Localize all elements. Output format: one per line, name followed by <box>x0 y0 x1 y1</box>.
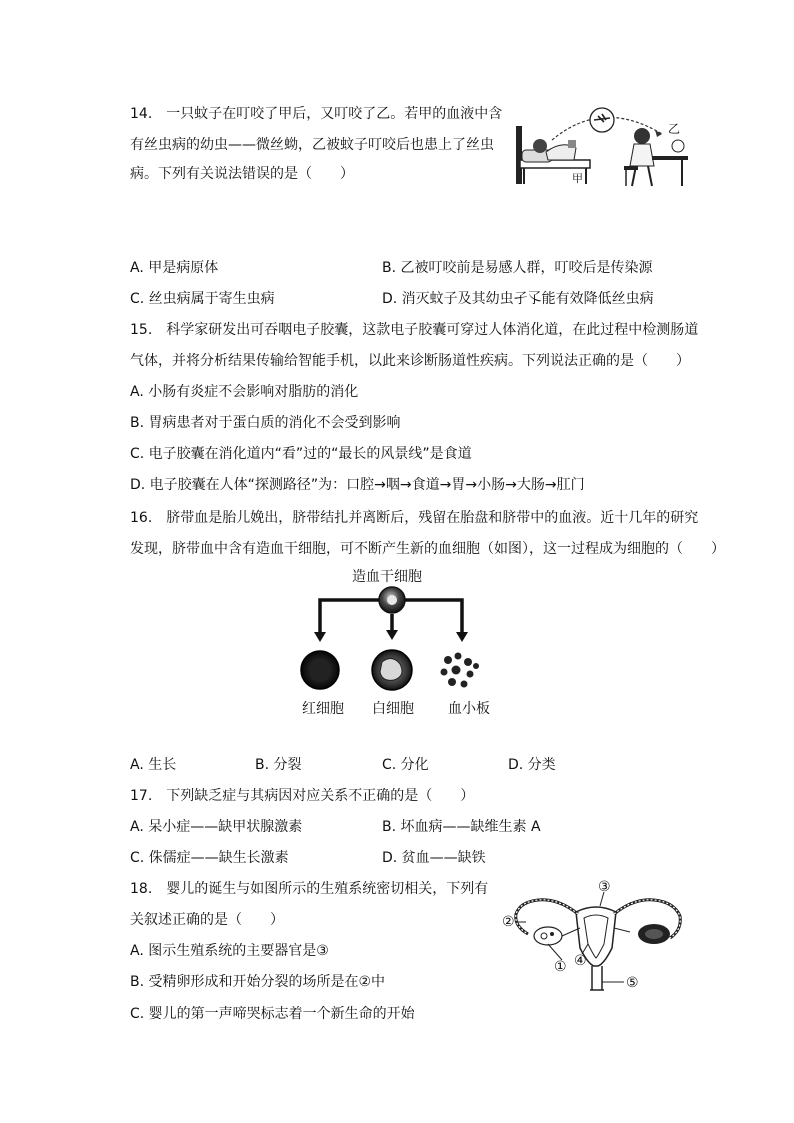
q14-figure-label-jia: 甲 <box>572 172 583 185</box>
q17-line-1: 17. 下列缺乏症与其病因对应关系不正确的是（ ） <box>130 788 475 804</box>
q18-line-2: 关叙述正确的是（ ） <box>130 912 284 928</box>
platelets-icon <box>441 653 480 688</box>
q16-option-d[interactable]: D. 分类 <box>508 757 556 773</box>
q17-option-b[interactable]: B. 坏血病——缺维生素 A <box>382 819 541 835</box>
q14-option-a[interactable]: A. 甲是病原体 <box>130 260 219 276</box>
marker-2: ② <box>502 914 515 930</box>
q15-option-b[interactable]: B. 胃病患者对于蛋白质的消化不会受到影响 <box>130 415 401 431</box>
stem-cell-diagram <box>296 584 486 694</box>
q18-option-c[interactable]: C. 婴儿的第一声啼哭标志着一个新生命的开始 <box>130 1006 415 1022</box>
q16-line-1: 16. 脐带血是胎儿娩出，脐带结扎并离断后，残留在胎盘和脐带中的血液。近十几年的研究 <box>130 510 699 526</box>
red-blood-cell-label: 红细胞 <box>302 701 344 717</box>
q14-line-3: 病。下列有关说法错误的是（ ） <box>130 166 354 182</box>
q16-option-a[interactable]: A. 生长 <box>130 757 177 773</box>
stem-cell-label: 造血干细胞 <box>352 569 422 585</box>
white-blood-cell-label: 白细胞 <box>372 701 414 717</box>
mosquito-transmission-figure <box>512 104 694 188</box>
q17-option-d[interactable]: D. 贫血——缺铁 <box>382 850 486 866</box>
q15-option-c[interactable]: C. 电子胶囊在消化道内“看”过的“最长的风景线”是食道 <box>130 446 472 462</box>
q14-option-b[interactable]: B. 乙被叮咬前是易感人群，叮咬后是传染源 <box>382 260 653 276</box>
q14-line-1: 14. 一只蚊子在叮咬了甲后，又叮咬了乙。若甲的血液中含 <box>130 106 503 122</box>
q16-option-c[interactable]: C. 分化 <box>382 757 429 773</box>
platelet-label: 血小板 <box>448 701 490 717</box>
marker-4: ④ <box>574 953 587 969</box>
q18-line-1: 18. 婴儿的诞生与如图所示的生殖系统密切相关，下列有 <box>130 881 489 897</box>
q17-option-a[interactable]: A. 呆小症——缺甲状腺激素 <box>130 819 303 835</box>
q15-option-a[interactable]: A. 小肠有炎症不会影响对脂肪的消化 <box>130 384 359 400</box>
q17-option-c[interactable]: C. 侏儒症——缺生长激素 <box>130 850 289 866</box>
marker-5: ⑤ <box>626 975 639 991</box>
q15-line-1: 15. 科学家研发出可吞咽电子胶囊，这款电子胶囊可穿过人体消化道，在此过程中检测肠道 <box>130 322 699 338</box>
q18-option-b[interactable]: B. 受精卵形成和开始分裂的场所是在②中 <box>130 974 386 990</box>
q14-figure-label-yi: 乙 <box>668 122 681 136</box>
q14-line-2: 有丝虫病的幼虫——微丝蚴，乙被蚊子叮咬后也患上了丝虫 <box>130 137 494 153</box>
q14-option-d[interactable]: D. 消灭蚊子及其幼虫孑孓能有效降低丝虫病 <box>382 291 654 307</box>
q15-option-d[interactable]: D. 电子胶囊在人体“探测路径”为：口腔→咽→食道→胃→小肠→大肠→肛门 <box>130 477 585 493</box>
q18-option-a[interactable]: A. 图示生殖系统的主要器官是③ <box>130 943 329 959</box>
q14-option-c[interactable]: C. 丝虫病属于寄生虫病 <box>130 291 275 307</box>
reproductive-system-diagram <box>498 878 694 998</box>
marker-1: ① <box>554 959 567 975</box>
marker-3: ③ <box>598 879 611 895</box>
q16-line-2: 发现，脐带血中含有造血干细胞，可不断产生新的血细胞（如图），这一过程成为细胞的（ ） <box>130 541 725 557</box>
q15-line-2: 气体，并将分析结果传输给智能手机，以此来诊断肠道性疾病。下列说法正确的是（ ） <box>130 353 690 369</box>
q16-option-b[interactable]: B. 分裂 <box>255 757 302 773</box>
